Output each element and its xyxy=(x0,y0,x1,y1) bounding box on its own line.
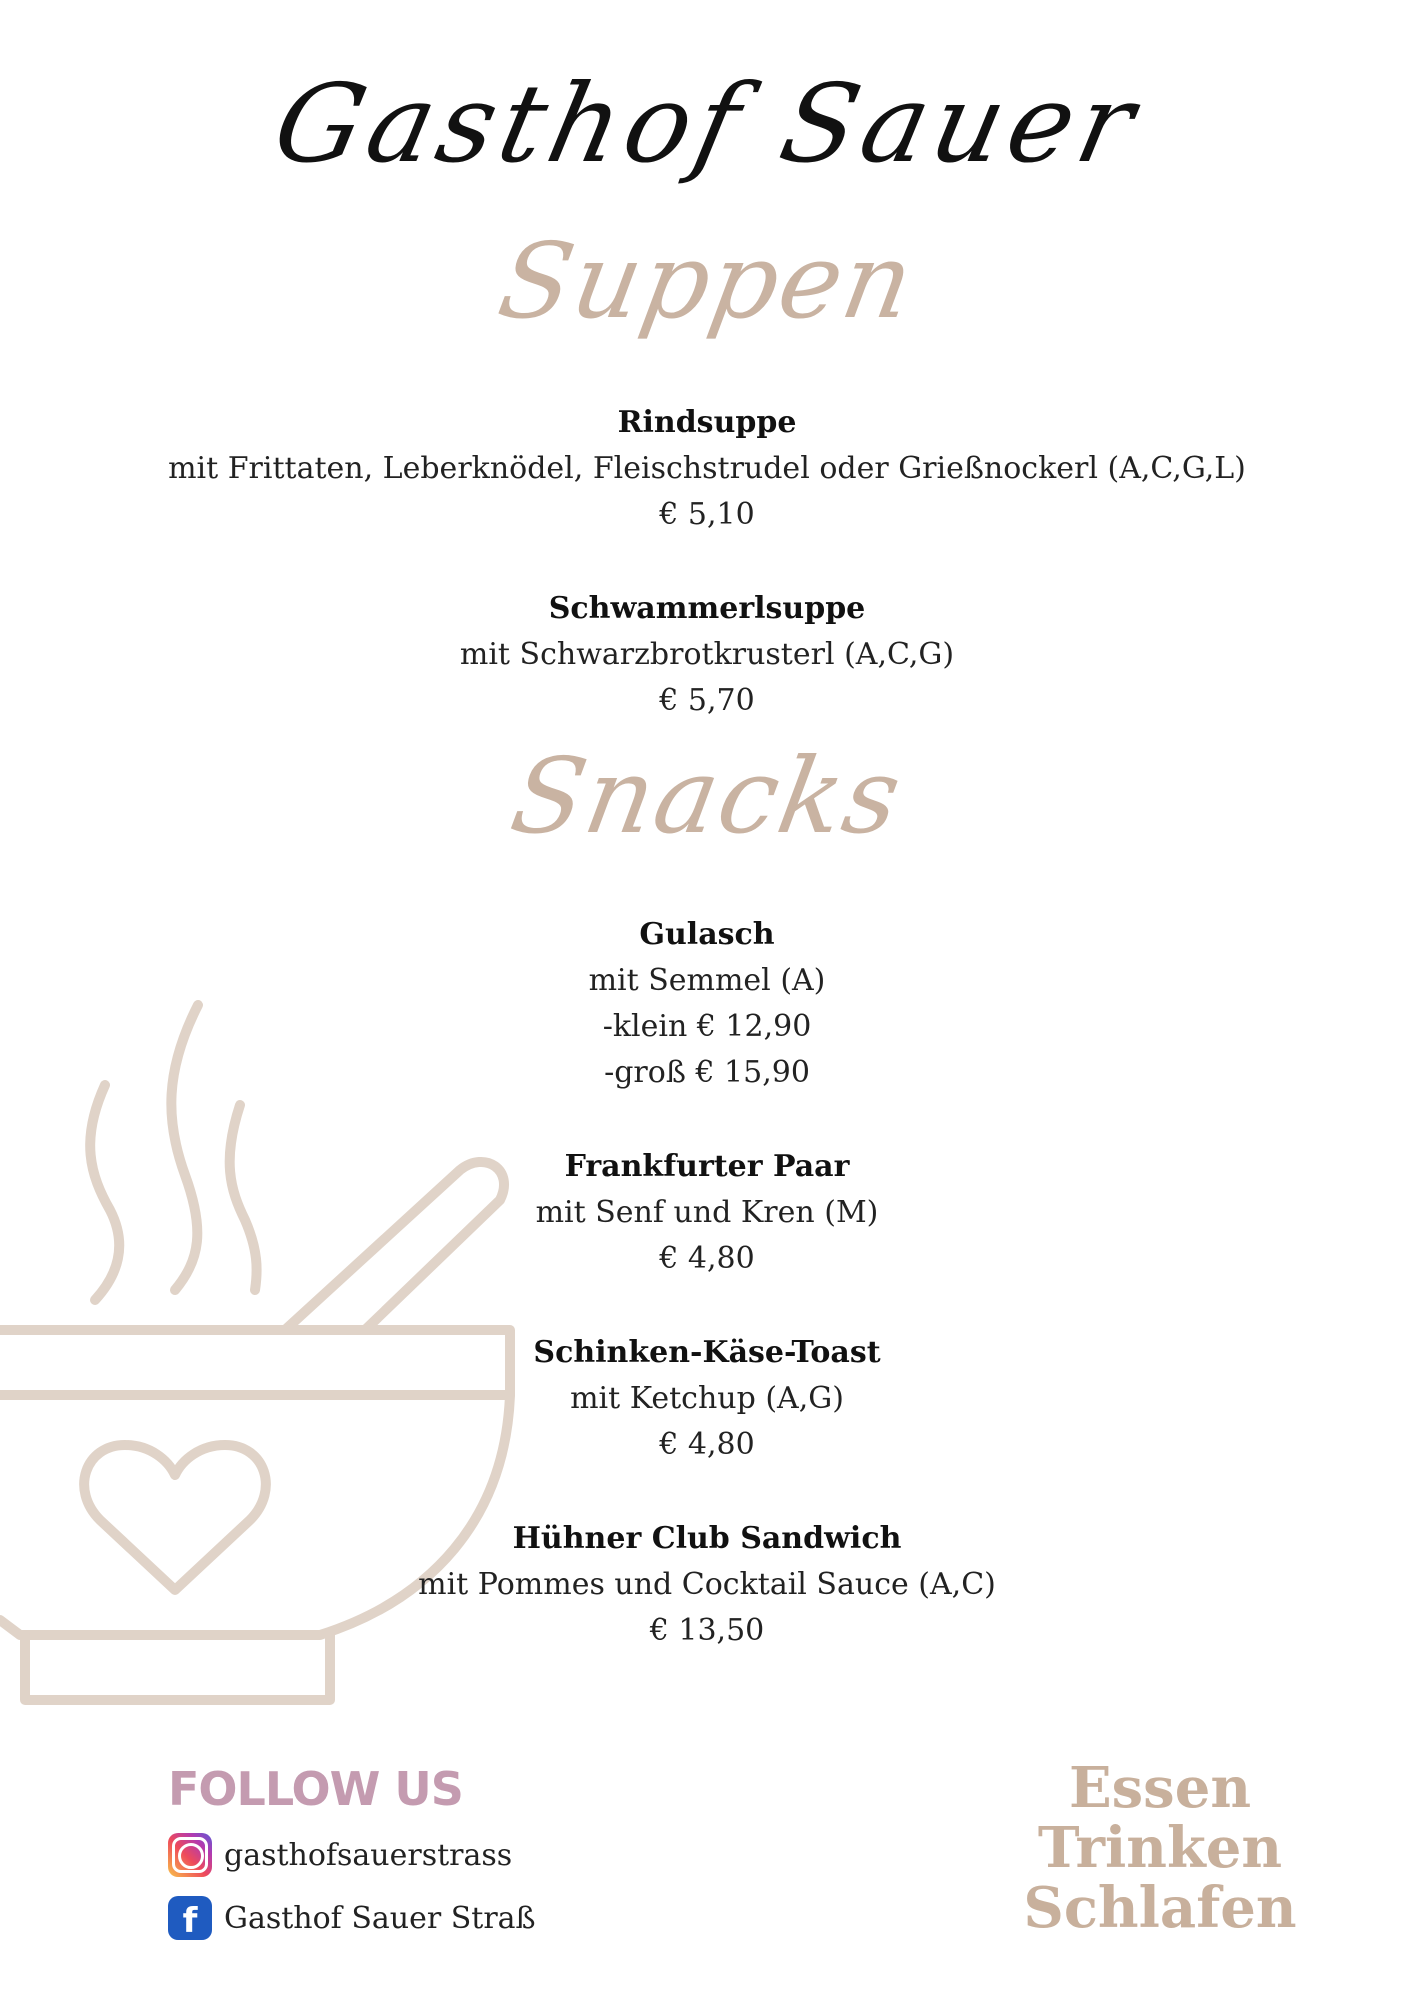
item-price-small: -klein € 12,90 xyxy=(602,1009,812,1044)
item-price: € 5,70 xyxy=(659,683,755,718)
item-name: Gulasch xyxy=(639,917,775,952)
facebook-name[interactable]: Gasthof Sauer Straß xyxy=(224,1900,536,1936)
section-title-suppen: Suppen xyxy=(490,220,924,342)
item-description: mit Pommes und Cocktail Sauce (A,C) xyxy=(418,1567,996,1602)
item-name: Schinken-Käse-Toast xyxy=(533,1335,881,1370)
item-description: mit Frittaten, Leberknödel, Fleischstrudel oder Grießnockerl (A,C,G,L) xyxy=(168,451,1246,486)
section-title-snacks: Snacks xyxy=(502,735,912,857)
item-name: Hühner Club Sandwich xyxy=(512,1521,902,1556)
instagram-icon xyxy=(168,1833,212,1877)
menu-item-schinken-kaese-toast xyxy=(0,1330,1414,1468)
menu-item-schwammerlsuppe xyxy=(0,586,1414,724)
menu-item-frankfurter-paar xyxy=(0,1144,1414,1282)
item-price: € 5,10 xyxy=(659,497,755,532)
tagline-schlafen: Schlafen xyxy=(1023,1875,1297,1941)
item-name: Rindsuppe xyxy=(617,405,797,440)
item-description: mit Semmel (A) xyxy=(588,963,826,998)
instagram-handle[interactable]: gasthofsauerstrass xyxy=(224,1837,513,1873)
tagline xyxy=(1010,1755,1310,1941)
tagline-trinken: Trinken xyxy=(1037,1815,1283,1881)
item-name: Schwammerlsuppe xyxy=(548,591,866,626)
facebook-icon: f xyxy=(168,1896,212,1940)
instagram-link[interactable] xyxy=(168,1830,512,1880)
item-price: € 4,80 xyxy=(659,1427,755,1462)
menu-item-gulasch xyxy=(0,912,1414,1096)
follow-us-title: FOLLOW US xyxy=(168,1762,463,1816)
restaurant-logo: Gasthof Sauer xyxy=(263,62,1151,187)
item-price: € 13,50 xyxy=(649,1613,765,1648)
item-description: mit Ketchup (A,G) xyxy=(570,1381,844,1416)
facebook-link[interactable] xyxy=(168,1893,536,1943)
item-description: mit Senf und Kren (M) xyxy=(535,1195,879,1230)
item-name: Frankfurter Paar xyxy=(564,1149,850,1184)
menu-item-rindsuppe xyxy=(0,400,1414,538)
item-description: mit Schwarzbrotkrusterl (A,C,G) xyxy=(459,637,955,672)
item-price-large: -groß € 15,90 xyxy=(604,1055,810,1090)
item-price: € 4,80 xyxy=(659,1241,755,1276)
menu-item-huehner-club-sandwich xyxy=(0,1516,1414,1654)
tagline-essen: Essen xyxy=(1068,1755,1252,1821)
